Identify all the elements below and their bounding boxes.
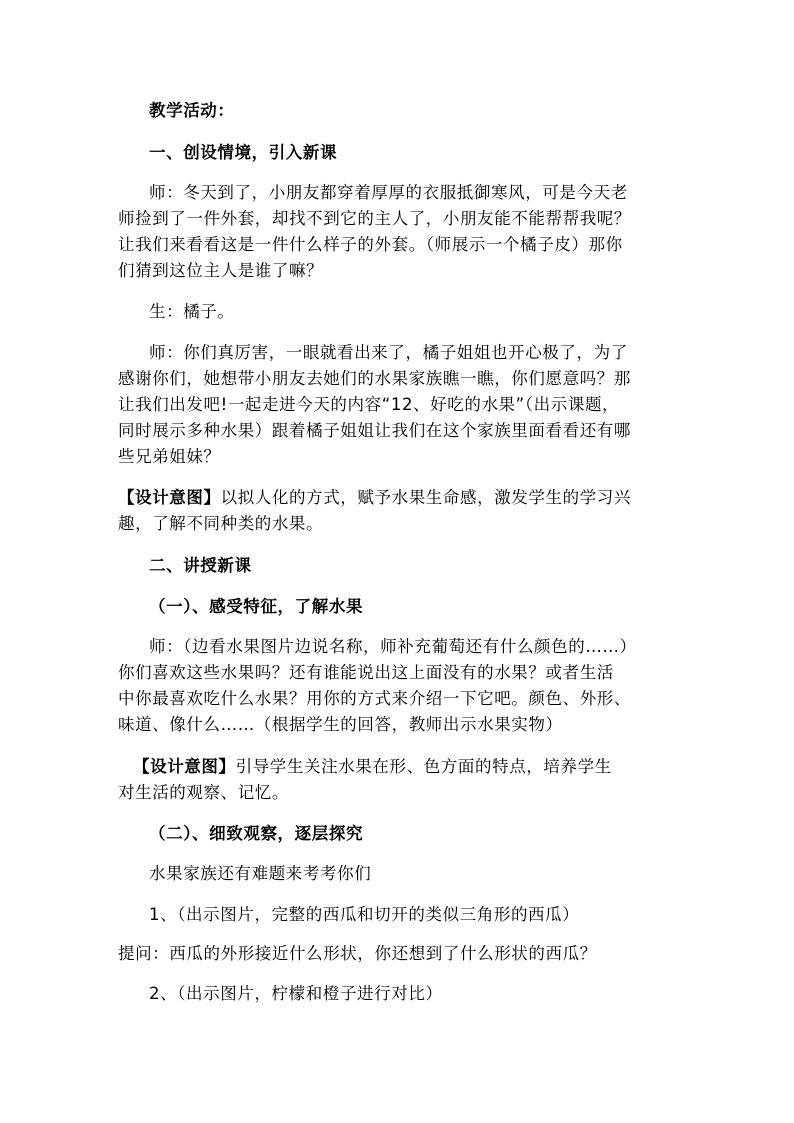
- design-intent-text: 引导学生关注水果在形、色方面的特点，培养学生: [235, 757, 612, 776]
- paragraph-line: 师：冬天到了，小朋友都穿着厚厚的衣服抵御寒风，可是今天老: [149, 183, 628, 202]
- paragraph-line: 感谢你们，她想带小朋友去她们的水果家族瞧一瞧，你们愿意吗？那: [118, 369, 631, 388]
- subsection2-title: （二）、细致观察，逐层探究: [149, 824, 364, 843]
- question-line: 提问：西瓜的外形接近什么形状，你还想到了什么形状的西瓜？: [118, 944, 597, 963]
- section2-title: 二、讲授新课: [149, 556, 252, 575]
- paragraph-line: 师捡到了一件外套，却找不到它的主人了，小朋友能不能帮帮我呢？: [118, 209, 631, 228]
- activity-heading: 教学活动：: [149, 101, 235, 120]
- paragraph-line: 让我们来看看这是一件什么样子的外套。（师展示一个橘子皮）那你: [118, 235, 623, 254]
- design-intent-1: [118, 488, 631, 508]
- design-intent-text: 以拟人化的方式，赋予水果生命感，激发学生的学习兴: [220, 488, 632, 507]
- section1-title: 一、创设情境，引入新课: [149, 143, 338, 162]
- paragraph-line: 同时展示多种水果）跟着橘子姐姐让我们在这个家族里面看看还有哪: [118, 421, 631, 440]
- paragraph-line: 水果家族还有难题来考考你们: [149, 864, 372, 883]
- student-answer: 生：橘子。: [149, 302, 235, 321]
- list-item: 2、（出示图片，柠檬和橙子进行对比）: [149, 984, 443, 1003]
- design-intent-label: 【设计意图】: [118, 488, 221, 507]
- paragraph-line: 味道、像什么……（根据学生的回答，教师出示水果实物）: [118, 715, 563, 734]
- paragraph-line: 师：（边看水果图片边说名称，师补充葡萄还有什么颜色的……）: [149, 637, 637, 656]
- design-intent-text: 趣，了解不同种类的水果。: [118, 514, 324, 533]
- design-intent-label: 【设计意图】: [133, 757, 236, 776]
- paragraph-line: 们猜到这位主人是谁了嘛？: [118, 261, 324, 280]
- design-intent-text: 对生活的观察、记忆。: [118, 783, 289, 802]
- design-intent-2: [133, 757, 612, 777]
- paragraph-line: 你们喜欢这些水果吗？还有谁能说出这上面没有的水果？或者生活: [118, 663, 614, 682]
- paragraph-line: 中你最喜欢吃什么水果？用你的方式来介绍一下它吧。颜色、外形、: [118, 689, 631, 708]
- paragraph-line: 师：你们真厉害，一眼就看出来了，橘子姐姐也开心极了，为了: [149, 343, 628, 362]
- list-item: 1、（出示图片，完整的西瓜和切开的类似三角形的西瓜）: [149, 905, 580, 924]
- paragraph-line: 让我们出发吧!一起走进今天的内容“12、好吃的水果”（出示课题，: [118, 395, 620, 414]
- paragraph-line: 些兄弟姐妹？: [118, 447, 221, 466]
- subsection1-title: （一）、感受特征，了解水果: [149, 597, 364, 616]
